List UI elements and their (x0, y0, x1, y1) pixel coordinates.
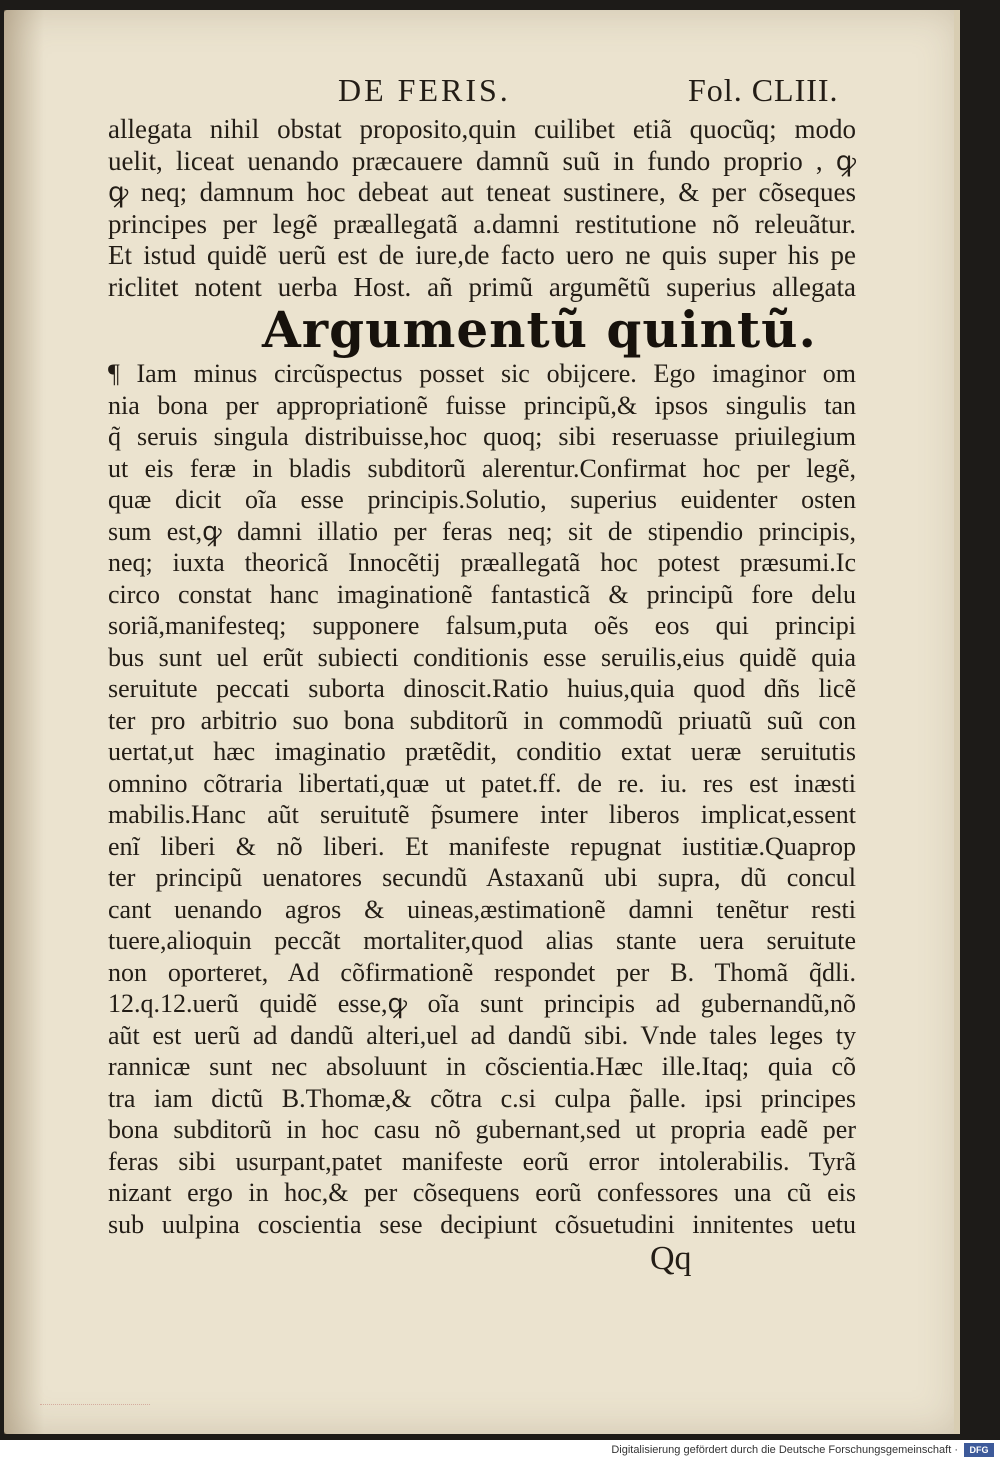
text-line: sum est,ꝙ damni illatio per feras neq; sit de stipendio principis, (108, 516, 856, 546)
text-line: ter pro arbitrio suo bona subditorũ in commodũ priuatũ suũ con (108, 705, 856, 735)
text-line: 12.q.12.uerũ quidẽ esse,ꝙ oĩa sunt principis ad gubernandũ,nõ (108, 989, 856, 1018)
text-line: ter principũ uenatores secundũ Astaxanũ ubi supra, dũ concul (108, 863, 856, 892)
text-line: uelit, liceat uenando præcauere damnũ suũ in fundo proprio , ꝙ (108, 145, 856, 176)
ink-stain-mark (40, 1384, 150, 1405)
text-line: circo constat hanc imaginationẽ fantasticã & principũ fore delu (108, 579, 856, 609)
running-title: DE FERIS. (338, 72, 511, 108)
text-line: neq; iuxta theoricã Innocẽtij præallegatã hoc potest præsumi.Ic (108, 548, 856, 577)
text-block-body (108, 358, 856, 1240)
page-gutter-shadow (4, 10, 44, 1434)
page-edge (954, 10, 960, 1434)
text-line: cant uenando agros & uineas,æstimationẽ damni tenẽtur resti (108, 894, 856, 924)
text-line: sub uulpina coscientia sese decipiunt cõsuetudini innitentes uetu (108, 1209, 856, 1239)
text-line: bona subditorũ in hoc casu nõ gubernant,sed ut propria eadẽ per (108, 1115, 856, 1144)
text-line: Et istud quidẽ uerũ est de iure,de facto uero ne quis super his pe (108, 240, 856, 270)
section-heading: Argumentũ quintũ. (262, 300, 817, 359)
text-line: uertat,ut hæc imaginatio prætẽdit, conditio extat ueræ seruitutis (108, 737, 856, 766)
dfg-logo-icon: DFG (964, 1443, 994, 1457)
text-line: nia bona per appropriationẽ fuisse principũ,& ipsos singulis tan (108, 390, 856, 420)
folio-number: Fol. CLIII. (688, 72, 839, 108)
text-line: principes per legẽ præallegatã a.damni restitutione nõ releuãtur. (108, 208, 856, 239)
text-line: tuere,alioquin peccãt mortaliter,quod alias stante uera seruitute (108, 926, 856, 955)
text-line: nizant ergo in hoc,& per cõsequens eorũ confessores una cũ eis (108, 1178, 856, 1207)
text-line: rannicæ sunt nec absoluunt in cõscientia.Hæc ille.Itaq; quia cõ (108, 1052, 856, 1081)
text-line: ut eis feræ in bladis subditorũ alerentur.Confirmat hoc per legẽ, (108, 453, 856, 483)
text-line: mabilis.Hanc aũt seruitutẽ p̃sumere inter liberos implicat,essent (108, 800, 856, 829)
text-line: tra iam dictũ B.Thomæ,& cõtra c.si culpa p̃alle. ipsi principes (108, 1083, 856, 1113)
text-line: feras sibi usurpant,patet manifeste eorũ error intolerabilis. Tyrã (108, 1146, 856, 1176)
text-block-top (108, 114, 856, 303)
funding-credit: Digitalisierung gefördert durch die Deutsche Forschungsgemeinschaft · (611, 1444, 958, 1456)
text-line: ¶ Iam minus circũspectus posset sic obijcere. Ego imaginor om (108, 359, 856, 388)
text-line: soriã,manifesteq; supponere falsum,puta oẽs eos qui principi (108, 611, 856, 640)
text-line: aũt est uerũ ad dandũ alteri,uel ad dandũ sibi. Vnde tales leges ty (108, 1020, 856, 1050)
text-line: enĩ liberi & nõ liberi. Et manifeste repugnat iustitiæ.Quaprop (108, 831, 856, 861)
text-line: seruitute peccati suborta dinoscit.Ratio huius,quia quod dñs licẽ (108, 674, 856, 703)
text-line: allegata nihil obstat proposito,quin cuilibet etiã quocũq; modo (108, 114, 856, 144)
text-line: bus sunt uel erũt subiecti conditionis esse seruilis,eius quidẽ quia (108, 642, 856, 672)
catchword: Qq (650, 1240, 692, 1277)
text-line: omnino cõtraria libertati,quæ ut patet.ff. de re. iu. res est inæsti (108, 768, 856, 798)
text-line: q̃ seruis singula distribuisse,hoc quoq; sibi reseruasse priuilegium (108, 422, 856, 451)
text-line: non oporteret, Ad cõfirmationẽ respondet per B. Thomã q̃dli. (108, 957, 856, 987)
text-line: riclitet notent uerba Host. añ primũ argumẽtũ superius allegata (108, 271, 856, 302)
footer-bar (0, 1440, 1000, 1461)
text-line: quæ dicit oĩa esse principis.Solutio, superius euidenter osten (108, 485, 856, 514)
text-line: ꝙ neq; damnum hoc debeat aut teneat sustinere, & per cõseques (108, 177, 856, 207)
